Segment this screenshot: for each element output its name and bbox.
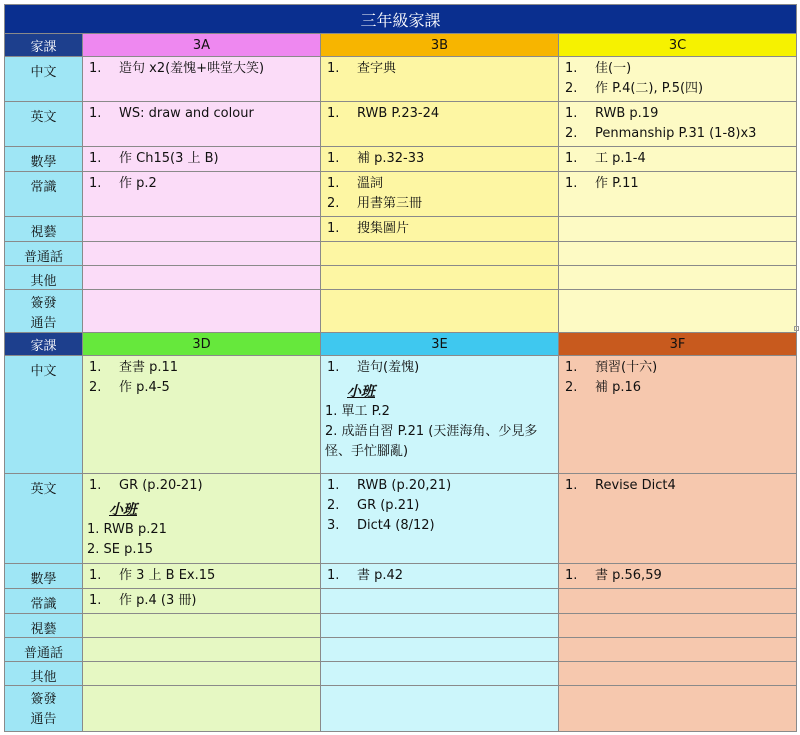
- notice-label-text: 簽發通告: [30, 692, 57, 727]
- cell-3a-gs: [83, 172, 321, 217]
- subject-label: 英文: [5, 102, 83, 147]
- cell-3b-gs: [321, 172, 559, 217]
- cell-3b-chinese: [321, 57, 559, 102]
- cell-3d-notices: [83, 686, 321, 732]
- class-header-3e: 3E: [321, 333, 559, 356]
- item-text: Dict4 (8/12): [357, 518, 435, 533]
- item-text: Revise Dict4: [595, 478, 676, 493]
- item-number: 1.: [327, 478, 340, 493]
- homework-item: [563, 476, 792, 496]
- homework-item: [563, 174, 792, 194]
- row-chinese: [5, 57, 797, 102]
- row-others: [5, 662, 797, 686]
- homework-table-top: [4, 4, 797, 336]
- item-number: 1.: [327, 360, 340, 375]
- item-text: RWB P.23-24: [357, 106, 440, 121]
- cell-3e-chinese: [321, 356, 559, 474]
- small-class-list: [87, 520, 316, 560]
- cell-3f-gs: [559, 589, 797, 614]
- homework-item: [325, 566, 554, 586]
- item-text: 書 p.56,59: [595, 568, 662, 583]
- subject-label: 數學: [5, 147, 83, 172]
- subject-label: 常識: [5, 589, 83, 614]
- homework-item: [87, 591, 316, 611]
- homework-item: [563, 104, 792, 124]
- table-title: 三年級家課: [5, 5, 797, 34]
- subject-label: 其他: [5, 266, 83, 290]
- subject-label: 視藝: [5, 614, 83, 638]
- cell-3b-english: [321, 102, 559, 147]
- homework-item: [87, 149, 316, 169]
- item-number: 1.: [89, 151, 102, 166]
- subject-label: [5, 686, 83, 732]
- cell-3c-chinese: [559, 57, 797, 102]
- homework-item: [563, 79, 792, 99]
- cell-3b-notices: [321, 290, 559, 336]
- item-text: 作 p.4-5: [119, 380, 170, 395]
- item-text: 查書 p.11: [119, 360, 179, 375]
- subject-label: 中文: [5, 57, 83, 102]
- cell-3b-art: [321, 217, 559, 242]
- cell-3a-chinese: [83, 57, 321, 102]
- homework-item: [563, 149, 792, 169]
- row-gs: [5, 172, 797, 217]
- item-number: 2.: [565, 126, 578, 141]
- row-chinese: [5, 356, 797, 474]
- item-text: RWB (p.20,21): [357, 478, 452, 493]
- item-number: 2.: [565, 81, 578, 96]
- homework-item: [563, 124, 792, 144]
- cell-3a-english: [83, 102, 321, 147]
- item-number: 1.: [89, 593, 102, 608]
- item-text: 作 Ch15(3 上 B): [119, 151, 219, 166]
- item-text: 溫詞: [357, 176, 384, 191]
- cell-3c-notices: [559, 290, 797, 336]
- item-number: 1.: [327, 61, 340, 76]
- cell-3b-others: [321, 266, 559, 290]
- cell-3c-gs: [559, 172, 797, 217]
- homework-item: [325, 496, 554, 516]
- subject-label: 普通話: [5, 638, 83, 662]
- item-number: 1.: [565, 478, 578, 493]
- cell-3c-others: [559, 266, 797, 290]
- cell-3d-putonghua: [83, 638, 321, 662]
- row-math: [5, 147, 797, 172]
- item-text: 作 P.4(二), P.5(四): [595, 81, 704, 96]
- cell-3f-others: [559, 662, 797, 686]
- item-text: 造句(羞愧): [357, 360, 420, 375]
- item-number: 1.: [327, 176, 340, 191]
- cell-3a-others: [83, 266, 321, 290]
- cell-3b-putonghua: [321, 242, 559, 266]
- row-art: [5, 217, 797, 242]
- class-header-3d: 3D: [83, 333, 321, 356]
- row-notices: [5, 686, 797, 732]
- subject-label: [5, 290, 83, 336]
- class-header-3c: 3C: [559, 34, 797, 57]
- small-class-item: 2. 成語自習 P.21 (天涯海角、少見多怪、手忙腳亂): [325, 424, 538, 459]
- homework-item: [325, 219, 554, 239]
- item-text: 用書第三冊: [357, 196, 423, 211]
- item-number: 1.: [89, 106, 102, 121]
- subject-column-header: 家課: [5, 34, 83, 57]
- class-header-3f: 3F: [559, 333, 797, 356]
- item-number: 1.: [565, 151, 578, 166]
- item-number: 1.: [565, 176, 578, 191]
- cell-3c-putonghua: [559, 242, 797, 266]
- item-text: 作 p.2: [119, 176, 157, 191]
- item-number: 1.: [565, 61, 578, 76]
- homework-item: [87, 378, 316, 398]
- item-text: Penmanship P.31 (1-8)x3: [595, 126, 757, 141]
- item-text: 造句 x2(羞愧+哄堂大笑): [119, 61, 265, 76]
- homework-item: [325, 149, 554, 169]
- homework-item: [87, 104, 316, 124]
- item-number: 1.: [327, 568, 340, 583]
- cell-3f-math: [559, 564, 797, 589]
- homework-item: [87, 174, 316, 194]
- homework-table-bottom: [4, 332, 797, 732]
- item-number: 1.: [327, 151, 340, 166]
- homework-item: [325, 476, 554, 496]
- subject-label: 數學: [5, 564, 83, 589]
- cell-3f-chinese: [559, 356, 797, 474]
- homework-item: [325, 104, 554, 124]
- item-text: 預習(十六): [595, 360, 658, 375]
- small-class-item: 1. 單工 P.2: [325, 404, 390, 419]
- cell-3d-chinese: [83, 356, 321, 474]
- cell-3f-english: [559, 474, 797, 564]
- row-putonghua: [5, 638, 797, 662]
- cell-3c-english: [559, 102, 797, 147]
- subject-label: 視藝: [5, 217, 83, 242]
- row-math: [5, 564, 797, 589]
- item-number: 2.: [89, 380, 102, 395]
- subject-label: 常識: [5, 172, 83, 217]
- cell-3e-putonghua: [321, 638, 559, 662]
- item-text: 搜集圖片: [357, 221, 410, 236]
- small-class-list: [325, 402, 554, 462]
- homework-item: [563, 566, 792, 586]
- subject-label: 普通話: [5, 242, 83, 266]
- item-text: 佳(一): [595, 61, 632, 76]
- small-class-item: 1. RWB p.21: [87, 522, 167, 537]
- item-number: 1.: [327, 106, 340, 121]
- homework-item: [563, 59, 792, 79]
- item-text: 工 p.1-4: [595, 151, 646, 166]
- row-putonghua: [5, 242, 797, 266]
- item-number: 1.: [565, 106, 578, 121]
- cell-3e-others: [321, 662, 559, 686]
- cell-3f-art: [559, 614, 797, 638]
- subject-label: 英文: [5, 474, 83, 564]
- table-resize-marker: [794, 326, 799, 331]
- cell-3c-art: [559, 217, 797, 242]
- cell-3a-putonghua: [83, 242, 321, 266]
- class-header-3a: 3A: [83, 34, 321, 57]
- cell-3d-gs: [83, 589, 321, 614]
- cell-3d-others: [83, 662, 321, 686]
- small-class-item: 2. SE p.15: [87, 542, 154, 557]
- item-number: 2.: [327, 498, 340, 513]
- item-text: 補 p.16: [595, 380, 642, 395]
- item-text: 補 p.32-33: [357, 151, 425, 166]
- cell-3d-math: [83, 564, 321, 589]
- homework-item: [87, 59, 316, 79]
- item-number: 3.: [327, 518, 340, 533]
- item-text: WS: draw and colour: [119, 106, 254, 121]
- cell-3e-art: [321, 614, 559, 638]
- homework-item: [87, 566, 316, 586]
- row-notices: [5, 290, 797, 336]
- subject-column-header: 家課: [5, 333, 83, 356]
- item-number: 1.: [327, 221, 340, 236]
- cell-3e-math: [321, 564, 559, 589]
- item-text: 查字典: [357, 61, 397, 76]
- homework-item: [563, 378, 792, 398]
- item-text: 作 P.11: [595, 176, 639, 191]
- homework-item: [325, 358, 554, 378]
- item-number: 2.: [327, 196, 340, 211]
- notice-label-text: 簽發通告: [30, 296, 57, 331]
- row-others: [5, 266, 797, 290]
- item-number: 1.: [89, 568, 102, 583]
- item-text: 作 3 上 B Ex.15: [119, 568, 216, 583]
- subject-label: 中文: [5, 356, 83, 474]
- item-number: 1.: [89, 176, 102, 191]
- cell-3e-english: [321, 474, 559, 564]
- homework-item: [325, 59, 554, 79]
- item-number: 2.: [565, 380, 578, 395]
- class-header-3b: 3B: [321, 34, 559, 57]
- homework-item: [87, 358, 316, 378]
- homework-item: [87, 476, 316, 496]
- cell-3d-art: [83, 614, 321, 638]
- cell-3d-english: [83, 474, 321, 564]
- row-english: [5, 102, 797, 147]
- subject-label: 其他: [5, 662, 83, 686]
- homework-item: [325, 174, 554, 194]
- small-class-title: 小班: [109, 502, 137, 518]
- item-text: 作 p.4 (3 冊): [119, 593, 197, 608]
- cell-3f-notices: [559, 686, 797, 732]
- item-text: GR (p.21): [357, 498, 420, 513]
- item-text: 書 p.42: [357, 568, 404, 583]
- row-gs: [5, 589, 797, 614]
- homework-item: [325, 516, 554, 536]
- item-number: 1.: [565, 568, 578, 583]
- cell-3b-math: [321, 147, 559, 172]
- cell-3a-math: [83, 147, 321, 172]
- item-number: 1.: [89, 360, 102, 375]
- item-text: GR (p.20-21): [119, 478, 203, 493]
- cell-3a-art: [83, 217, 321, 242]
- cell-3e-notices: [321, 686, 559, 732]
- cell-3a-notices: [83, 290, 321, 336]
- item-number: 1.: [89, 478, 102, 493]
- cell-3e-gs: [321, 589, 559, 614]
- cell-3c-math: [559, 147, 797, 172]
- homework-item: [563, 358, 792, 378]
- item-number: 1.: [565, 360, 578, 375]
- row-art: [5, 614, 797, 638]
- item-number: 1.: [89, 61, 102, 76]
- homework-item: [325, 194, 554, 214]
- item-text: RWB p.19: [595, 106, 659, 121]
- row-english: [5, 474, 797, 564]
- cell-3f-putonghua: [559, 638, 797, 662]
- small-class-title: 小班: [347, 384, 375, 400]
